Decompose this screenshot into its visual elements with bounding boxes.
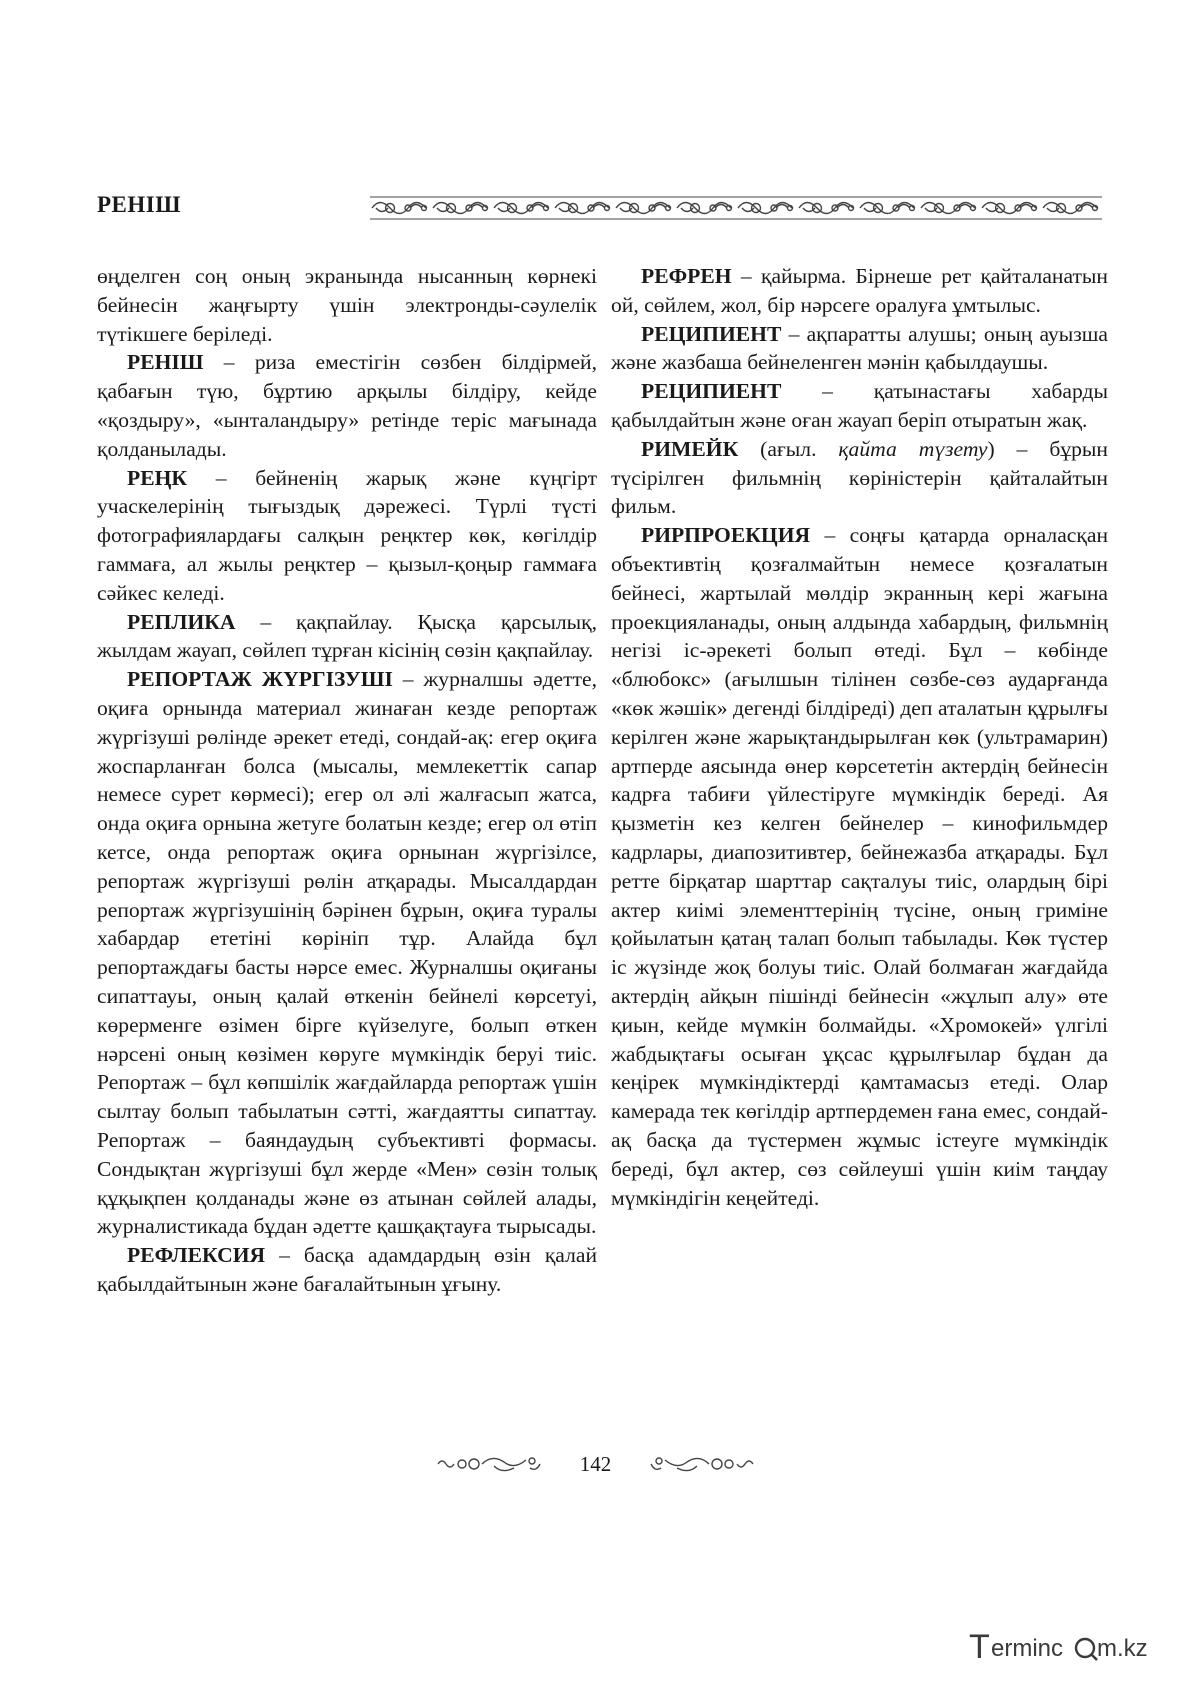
scroll-ornament-left-icon <box>434 1452 544 1476</box>
entry-gloss: қайта түзету <box>838 436 988 461</box>
entry-term: РЕПЛИКА <box>127 609 236 634</box>
dictionary-entry <box>97 348 597 463</box>
dictionary-entry <box>97 262 597 348</box>
dictionary-entry <box>611 377 1108 435</box>
entry-term: РЕПОРТАЖ ЖҮРГІЗУШІ <box>127 667 393 692</box>
entry-term: РЕЦИПИЕНТ <box>641 379 782 404</box>
entry-definition: қақпайлау. Қысқа қарсылық, жылдам жауап, сөйлеп тұрған кісінің сөзін қақпайлау. <box>97 609 597 663</box>
entry-definition: қатынастағы хабарды қабылдайтын және оған жауап беріп отыратын жақ. <box>611 379 1108 432</box>
entry-term: РЕЦИПИЕНТ <box>641 321 782 346</box>
dictionary-entry <box>97 665 597 1241</box>
entry-definition: бейненің жарық және күңгірт учаскелерінің тығыздық дәрежесі. Түрлі түсті фотографиялардағы салқын реңктер көк, көгілдір гаммаға, ал жылы реңктер – қызыл-қоңыр гаммаға сәйкес келеді. <box>97 465 598 605</box>
entry-separator: – <box>810 523 850 548</box>
entry-definition: ақпаратты алушы; оның ауызша және жазбаша бейнеленген мәнін қабылдаушы. <box>611 321 1108 375</box>
entry-separator: – <box>203 350 255 375</box>
dictionary-entry <box>611 435 1108 521</box>
entry-definition: журналшы әдетте, оқиға орнында материал жинаған кезде репортаж жүргізуші рөлінде әрекет етеді, сондай-ақ: егер оқиға жоспарланған болса (мысалы, мемлекеттік сапар немесе сурет көрмесі); егер ол әлі жалғасып жатса, онда оқиға орнына жетуге болатын кезде; егер ол өтіп кетсе, онда репортаж оқиға орнынан жүргізілсе, репортаж жүргізуші рөлін атқарады. Мысалдардан репортаж жүргізушінің бәрінен бұрын, оқиға туралы хабардар ететіні көрініп тұр. Алайда бұл репортаждағы басты нәрсе емес. Журналшы оқиғаны сипаттауы, оның қалай өткенін бейнелі көрсетуі, көрерменге өзімен бірге күйзелуге, болып өткен нәрсені оның көзімен көруге мүмкіндік беруі тиіс. Репортаж – бұл көпшілік жағдайларда репортаж үшін сылтау болып табылатын сәтті, жағдаятты сипаттау. Репортаж – баяндаудың субъективті формасы. Сондықтан жүргізуші бұл жерде «Мен» сөзін толық құқықпен қолданады және өз атынан сөйлей алады, журналистикада бұдан әдетте қашқақтауға тырысады. <box>97 667 597 1239</box>
page-number: 142 <box>579 1451 612 1476</box>
entry-term: РЕҢК <box>127 465 188 490</box>
dictionary-entry <box>611 320 1108 378</box>
entry-definition: соңғы қатарда орналасқан объективтің қозғалмайтын немесе қозғалатын бейнесі, жартылай мөлдір экранның кері жағына проекцияланады, оның алдында хабардың, фильмнің негізі іс-әрекеті болып өтеді. Бұл – көбінде «блюбокс» (ағылшын тілінен сөзбе-сөз аударғанда «көк жәшік» дегенді білдіреді) деп аталатын құрылғы керілген және жарықтандырылған көк (ультрамарин) артперде аясында өнер көрсететін актердің бейнесін кадрға табиғи үйлестіруге мүмкіндік береді. Ая қызметін кез келген бейнелер – кинофильмдер кадрлары, диапозитивтер, бейнежазба атқарады. Бұл ретте бірқатар шарттар сақталуы тиіс, олардың бірі актер киімі элементтерінің түсіне, оның гриміне қойылатын қатаң талап болып табылады. Көк түстер іс жүзінде жоқ болуы тиіс. Олай болмаған жағдайда актердің айқын пішінді бейнесін «жұлып алу» өте қиын, кейде мүмкін болмайды. «Хромокей» үлгілі жабдықтағы осыған ұқсас құрылғылар бұдан да кеңірек мүмкіндіктерді қамтамасыз етеді. Олар камерада тек көгілдір артпердемен ғана емес, сондай-ақ басқа да түстермен жұмыс істеуге мүмкіндік береді, бұл актер, сөз сөйлеуші үшін киім таңдау мүмкіндігін кеңейтеді. <box>611 523 1109 1210</box>
entry-term: РЕНІШ <box>127 350 204 375</box>
ornamental-border-icon <box>370 195 1102 221</box>
dictionary-entry <box>611 262 1108 320</box>
entry-separator: – <box>781 321 807 346</box>
svg-text:m.kz: m.kz <box>1097 1635 1148 1662</box>
entry-definition: бұрын түсірілген фильмнің көріністерін қайталайтын фильм. <box>611 436 1108 519</box>
entry-separator: – <box>187 465 256 490</box>
svg-text:erminc: erminc <box>991 1635 1064 1662</box>
right-column <box>611 262 1108 1212</box>
entry-etymology-prefix: (ағыл. <box>760 436 839 461</box>
entry-etymology-suffix: ) – <box>987 436 1050 461</box>
entry-separator: – <box>392 667 424 692</box>
dictionary-entry <box>97 464 597 608</box>
entry-definition: риза еместігін сөзбен білдірмей, қабағын түю, бұртию арқылы білдіру, кейде «қоздыру», «ынталандыру» ретінде теріс мағынада қолданылады. <box>97 350 597 461</box>
scroll-ornament-right-icon <box>647 1452 757 1476</box>
dictionary-entry <box>97 608 597 666</box>
left-column <box>97 262 597 1299</box>
page-footer <box>0 1444 1191 1484</box>
running-head: РЕНІШ <box>97 192 181 217</box>
entry-term: РЕФРЕН <box>641 264 732 288</box>
entry-separator <box>738 437 760 461</box>
entry-separator: – <box>781 379 874 404</box>
entry-definition: қайырма. Бірнеше рет қайталанатын ой, сөйлем, жол, бір нәрсеге оралуға ұмтылыс. <box>611 264 1108 317</box>
entry-definition: басқа адамдардың өзін қалай қабылдайтынын және бағалайтынын ұғыну. <box>97 1243 598 1296</box>
entry-term: РИМЕЙК <box>641 436 739 461</box>
entry-separator: – <box>265 1243 304 1268</box>
dictionary-entry <box>97 1241 597 1299</box>
entry-separator: – <box>731 264 761 288</box>
dictionary-entry <box>611 521 1108 1212</box>
entry-term: РЕФЛЕКСИЯ <box>127 1243 266 1268</box>
entry-separator: – <box>235 609 297 634</box>
entry-definition: өңделген соң оның экранында нысанның көрнекі бейнесін жаңғырту үшін электронды-сәулелік түтікшеге беріледі. <box>97 264 597 346</box>
termincom-watermark <box>969 1622 1173 1670</box>
entry-term: РИРПРОЕКЦИЯ <box>641 523 811 548</box>
svg-text:T: T <box>969 1628 990 1666</box>
